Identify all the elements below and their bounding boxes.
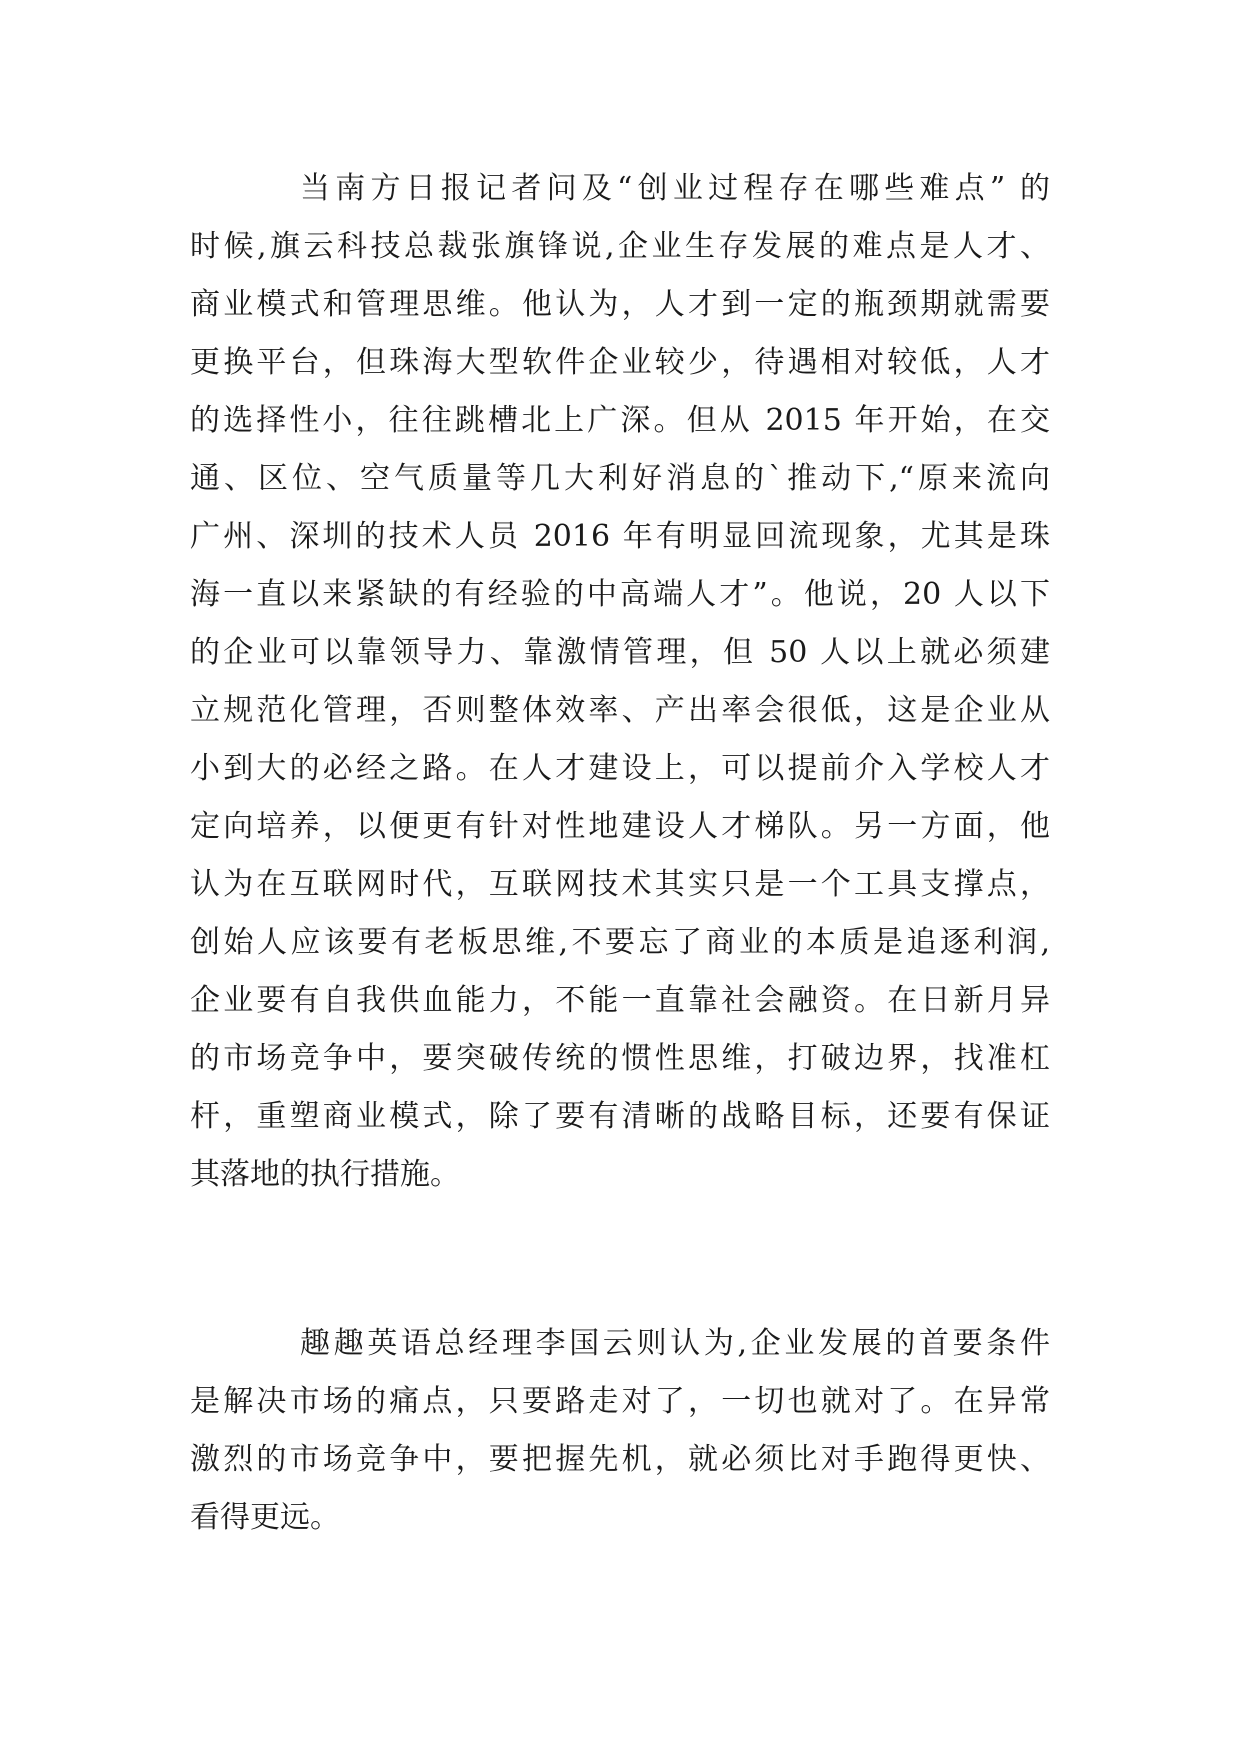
paragraph-line: 趣趣英语总经理李国云则认为,企业发展的首要条件 xyxy=(300,1326,1050,1361)
paragraph-line: 其落地的执行措施。 xyxy=(190,1157,460,1192)
paragraph-line: 立规范化管理，否则整体效率、产出率会很低，这是企业从 xyxy=(190,693,1050,728)
paragraph-line: 定向培养，以便更有针对性地建设人才梯队。另一方面，他 xyxy=(190,809,1050,844)
paragraph-line: 更换平台，但珠海大型软件企业较少，待遇相对较低，人才 xyxy=(190,345,1050,380)
paragraph-line: 激烈的市场竞争中，要把握先机，就必须比对手跑得更快、 xyxy=(190,1442,1050,1477)
paragraph-line: 企业要有自我供血能力，不能一直靠社会融资。在日新月异 xyxy=(190,983,1050,1018)
paragraph-line: 的选择性小，往往跳槽北上广深。但从 2015 年开始，在交 xyxy=(190,403,1050,438)
paragraph-line: 通、区位、空气质量等几大利好消息的`推动下,“原来流向 xyxy=(190,461,1050,496)
paragraph-line: 的企业可以靠领导力、靠激情管理，但 50 人以上就必须建 xyxy=(190,635,1050,670)
paragraph-line: 海一直以来紧缺的有经验的中高端人才”。他说，20 人以下 xyxy=(190,577,1050,612)
paragraph-line: 创始人应该要有老板思维,不要忘了商业的本质是追逐利润, xyxy=(190,925,1050,960)
paragraph-line: 是解决市场的痛点，只要路走对了，一切也就对了。在异常 xyxy=(190,1384,1050,1419)
paragraph-line: 杆，重塑商业模式，除了要有清晰的战略目标，还要有保证 xyxy=(190,1099,1050,1134)
paragraph-line: 的市场竞争中，要突破传统的惯性思维，打破边界，找准杠 xyxy=(190,1041,1050,1076)
paragraph-line: 看得更远。 xyxy=(190,1500,340,1535)
paragraph-2 xyxy=(190,1315,1050,1547)
paragraph-line: 当南方日报记者问及“创业过程存在哪些难点” 的 xyxy=(300,171,1050,206)
paragraph-line: 时候,旗云科技总裁张旗锋说,企业生存发展的难点是人才、 xyxy=(190,229,1050,264)
paragraph-1 xyxy=(190,160,1050,1204)
paragraph-line: 小到大的必经之路。在人才建设上，可以提前介入学校人才 xyxy=(190,751,1050,786)
paragraph-line: 商业模式和管理思维。他认为，人才到一定的瓶颈期就需要 xyxy=(190,287,1050,322)
paragraph-line: 广州、深圳的技术人员 2016 年有明显回流现象，尤其是珠 xyxy=(190,519,1050,554)
paragraph-line: 认为在互联网时代，互联网技术其实只是一个工具支撑点， xyxy=(190,867,1050,902)
